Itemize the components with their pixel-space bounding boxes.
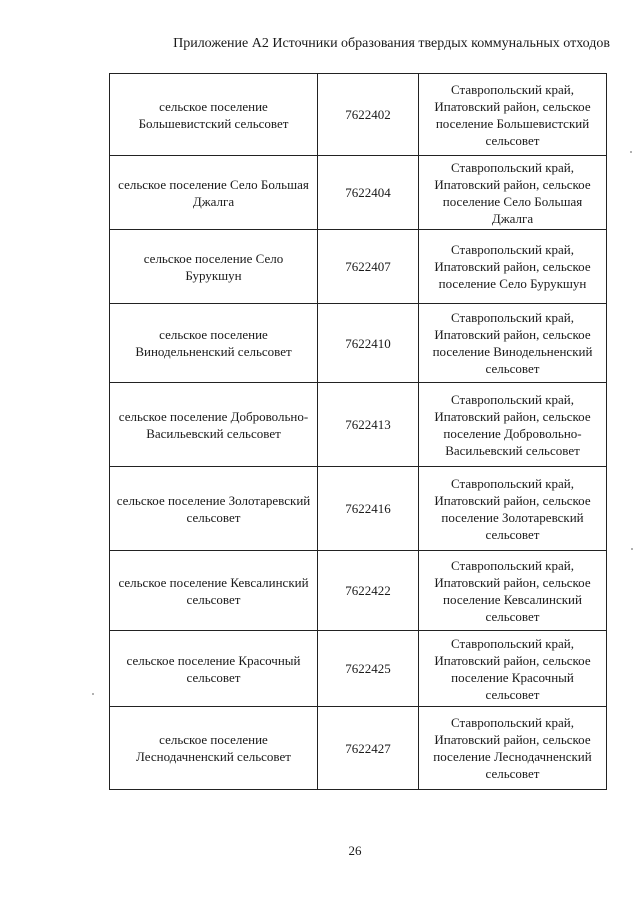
settlement-code-cell: 7622422 [318, 551, 419, 631]
settlement-name-cell: сельское поселение Село Бурукшун [110, 230, 318, 304]
table-row [110, 230, 607, 304]
page-header: Приложение А2 Источники образования твердых коммунальных отходов [173, 36, 610, 51]
settlement-name-cell: сельское поселение Красочный сельсовет [110, 631, 318, 707]
table-row [110, 74, 607, 156]
sources-table [109, 73, 607, 790]
settlement-address-cell: Ставропольский край, Ипатовский район, сельское поселение Золотаревский сельсовет [419, 467, 607, 551]
settlement-address-cell: Ставропольский край, Ипатовский район, сельское поселение Село Бурукшун [419, 230, 607, 304]
settlement-address-cell: Ставропольский край, Ипатовский район, сельское поселение Кевсалинский сельсовет [419, 551, 607, 631]
settlement-code-cell: 7622402 [318, 74, 419, 156]
scan-speck [630, 151, 632, 153]
settlement-address-cell: Ставропольский край, Ипатовский район, сельское поселение Большевистский сельсовет [419, 74, 607, 156]
table-row [110, 707, 607, 790]
settlement-name-cell: сельское поселение Золотаревский сельсовет [110, 467, 318, 551]
table-row [110, 304, 607, 383]
settlement-code-cell: 7622413 [318, 383, 419, 467]
settlement-address-cell: Ставропольский край, Ипатовский район, сельское поселение Леснодачненский сельсовет [419, 707, 607, 790]
scan-speck [631, 548, 633, 550]
settlement-address-cell: Ставропольский край, Ипатовский район, сельское поселение Добровольно-Васильевский сельсовет [419, 383, 607, 467]
settlement-code-cell: 7622427 [318, 707, 419, 790]
settlement-code-cell: 7622416 [318, 467, 419, 551]
settlement-name-cell: сельское поселение Кевсалинский сельсовет [110, 551, 318, 631]
table-row [110, 551, 607, 631]
settlement-name-cell: сельское поселение Леснодачненский сельсовет [110, 707, 318, 790]
settlement-code-cell: 7622410 [318, 304, 419, 383]
scan-speck [92, 693, 94, 695]
table-row [110, 383, 607, 467]
table-row [110, 631, 607, 707]
settlement-name-cell: сельское поселение Винодельненский сельсовет [110, 304, 318, 383]
settlement-code-cell: 7622407 [318, 230, 419, 304]
settlement-address-cell: Ставропольский край, Ипатовский район, сельское поселение Красочный сельсовет [419, 631, 607, 707]
settlement-address-cell: Ставропольский край, Ипатовский район, сельское поселение Винодельненский сельсовет [419, 304, 607, 383]
page-number: 26 [348, 843, 362, 858]
table-row [110, 467, 607, 551]
settlement-name-cell: сельское поселение Село Большая Джалга [110, 156, 318, 230]
settlement-code-cell: 7622404 [318, 156, 419, 230]
settlement-name-cell: сельское поселение Большевистский сельсовет [110, 74, 318, 156]
settlement-address-cell: Ставропольский край, Ипатовский район, сельское поселение Село Большая Джалга [419, 156, 607, 230]
settlement-code-cell: 7622425 [318, 631, 419, 707]
table-row [110, 156, 607, 230]
settlement-name-cell: сельское поселение Добровольно-Васильевский сельсовет [110, 383, 318, 467]
